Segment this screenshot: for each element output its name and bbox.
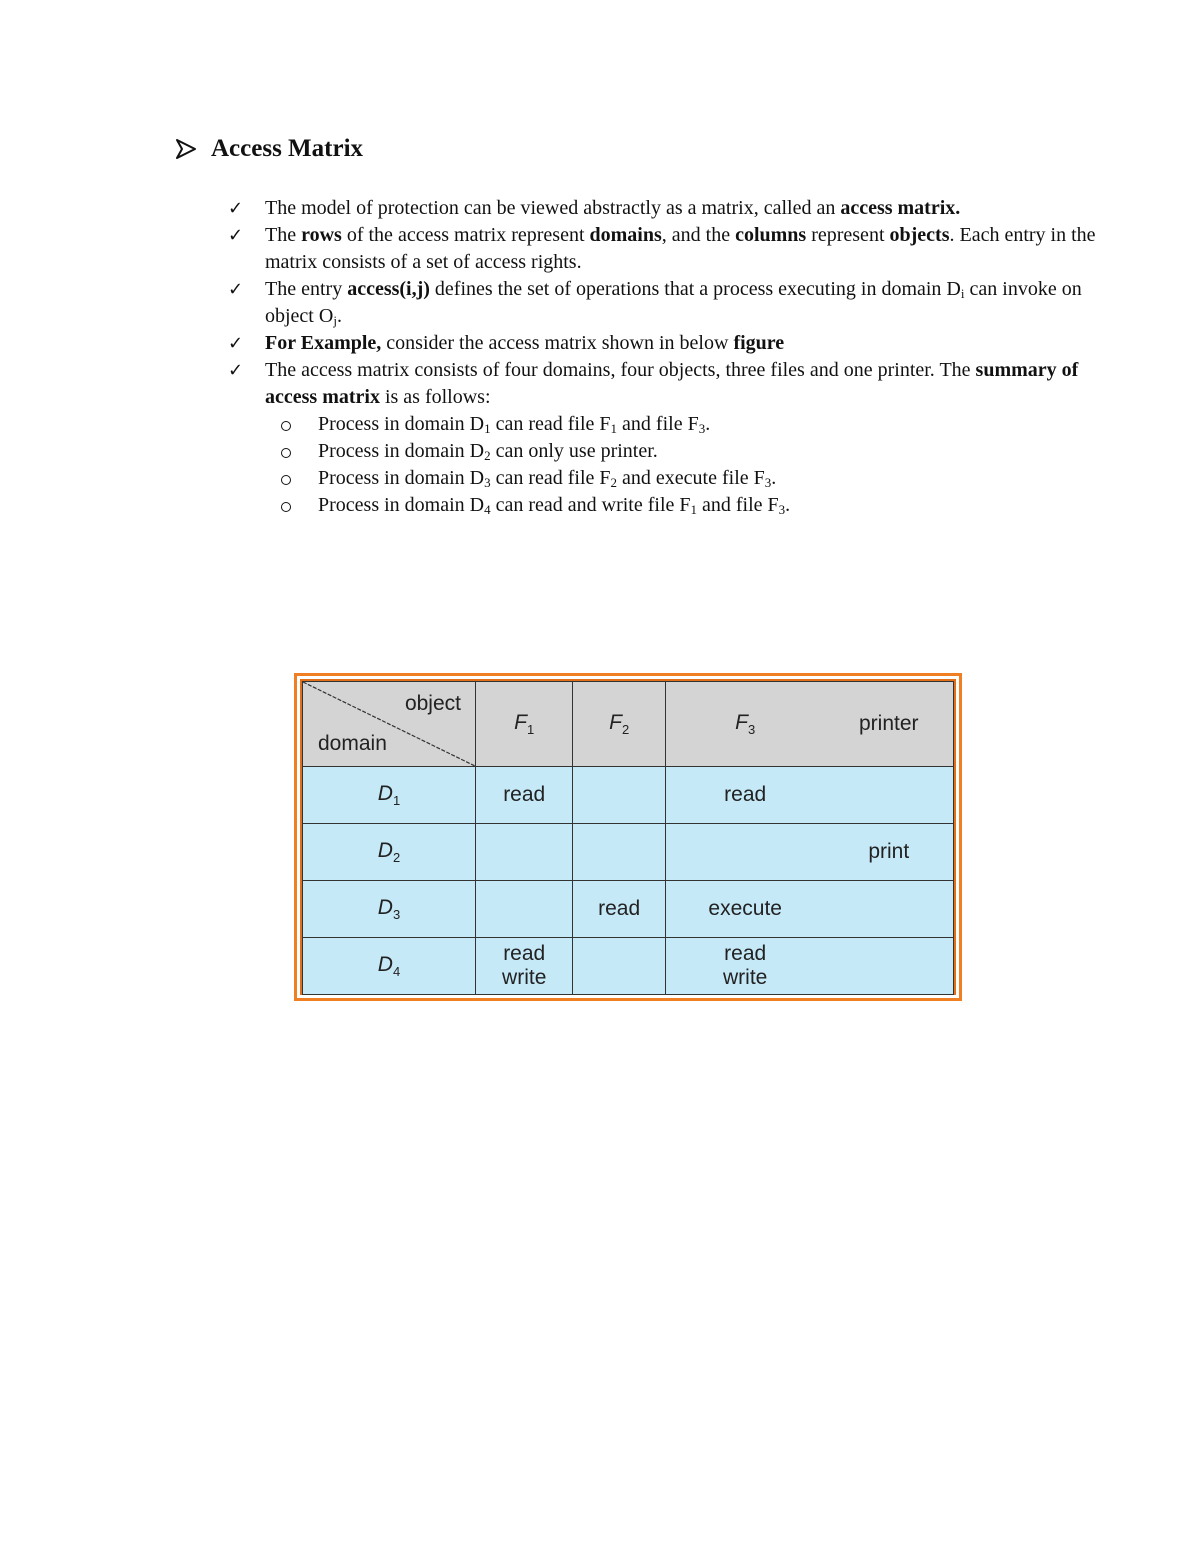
column-header-f2: $F_2$ [573,682,665,767]
table-row [303,938,954,995]
list-item: ✓ The entry access(i,j) defines the set of operations that a process executing in domain $D_i$ can invoke on object $O_j$. [228,278,1082,328]
cell-d2-f2 [573,824,665,881]
list-item: ✓ The rows of the access matrix represent domains, and the columns represent objects. Each entry in the matrix consists of a set of access rights. [228,224,1096,273]
row-header-d2: $D_2$ [303,824,476,881]
cell-d4-printer [825,938,954,995]
table-row [303,881,954,938]
circle-bullet-icon [281,448,291,458]
circle-bullet-icon [281,502,291,512]
table-row [303,767,954,824]
checkmark-icon: ✓ [228,225,244,246]
circle-bullet-icon [281,475,291,485]
list-item: ✓ For Example, consider the access matrix shown in below figure [228,330,1108,357]
checkmark-icon: ✓ [228,360,244,381]
cell-d3-f3: execute [665,881,824,938]
column-header-f3: $F_3$ [665,682,824,767]
checkmark-icon: ✓ [228,279,244,300]
cell-d2-printer: print [825,824,954,881]
domain-label: domain [318,732,387,755]
list-item: ✓ The access matrix consists of four domains, four objects, three files and one printer. The summary of access matrix is as follows: Process in domain $D_1$ can read file $F_1$ and file $F_3$. Process in domain $D_2$ can only use printer. Process in domain $D_3$ can read file $F_2$ and execute file $F_3$. Process in domain $D_4$ can read and write file $F_1$ and file $F_3$. [228,357,1108,519]
cell-d2-f3 [665,824,824,881]
corner-cell [303,682,476,767]
header-row [303,682,954,767]
cell-d3-printer [825,881,954,938]
object-label: object [404,692,461,715]
cell-d1-printer [825,767,954,824]
cell-d1-f3: read [665,767,824,824]
summary-item: Process in domain $D_1$ can read file $F_1$ and file $F_3$. [265,411,1108,438]
cell-d3-f1 [476,881,573,938]
cell-d4-f3: read write [665,938,824,995]
access-matrix-figure [294,673,962,1001]
summary-item: Process in domain $D_4$ can read and write file $F_1$ and file $F_3$. [265,492,1108,519]
row-header-d3: $D_3$ [303,881,476,938]
row-header-d1: $D_1$ [303,767,476,824]
summary-item: Process in domain $D_3$ can read file $F_2$ and execute file $F_3$. [265,465,1108,492]
bullet-list [228,195,1108,519]
arrow-bullet-icon [175,138,197,160]
section-title: Access Matrix [211,135,364,162]
column-header-printer: printer [825,682,954,767]
list-item: ✓ The model of protection can be viewed abstractly as a matrix, called an access matrix. [228,195,1108,222]
cell-d4-f2 [573,938,665,995]
cell-d2-f1 [476,824,573,881]
row-header-d4: $D_4$ [303,938,476,995]
access-matrix-table [302,681,954,995]
summary-item: Process in domain $D_2$ can only use printer. [265,438,1108,465]
cell-d3-f2: read [573,881,665,938]
cell-d1-f2 [573,767,665,824]
column-header-f1: $F_1$ [476,682,573,767]
checkmark-icon: ✓ [228,198,244,219]
cell-d1-f1: read [476,767,573,824]
checkmark-icon: ✓ [228,333,244,354]
summary-list [265,411,1108,519]
cell-d4-f1: read write [476,938,573,995]
section-heading [175,131,363,167]
circle-bullet-icon [281,421,291,431]
table-row [303,824,954,881]
